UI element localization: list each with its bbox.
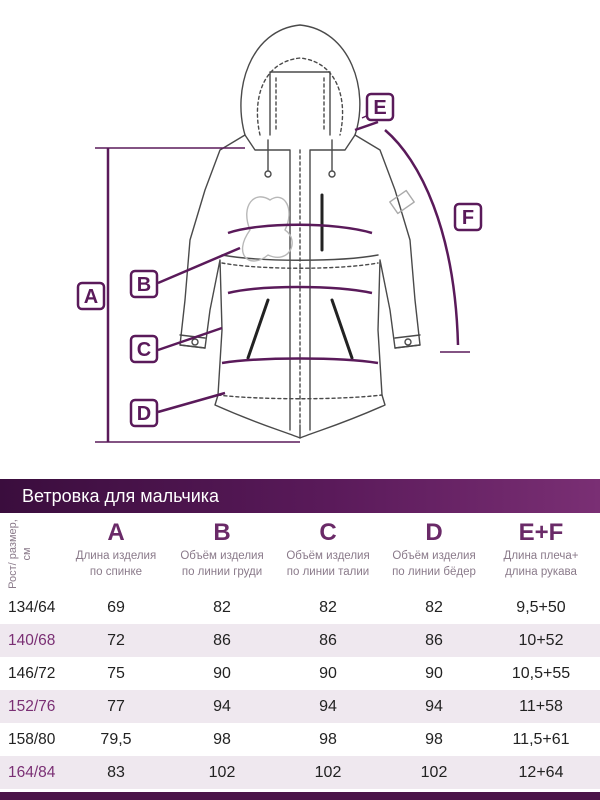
svg-text:B: B — [136, 274, 152, 296]
column-header-c — [274, 518, 382, 580]
size-cell: 146/72 — [8, 665, 56, 682]
cell-a: 77 — [107, 698, 125, 715]
footer-bar — [0, 792, 600, 800]
cell-d: 98 — [425, 731, 443, 748]
label-F — [455, 204, 481, 230]
column-desc-line1: Длина плеча+ — [503, 550, 579, 562]
cell-a: 79,5 — [100, 731, 132, 748]
label-E — [367, 94, 393, 120]
cell-b: 98 — [213, 731, 231, 748]
svg-text:F: F — [461, 207, 475, 229]
column-letter: E+F — [518, 519, 564, 546]
label-B — [131, 271, 157, 297]
column-letter: C — [319, 519, 337, 546]
cell-a: 75 — [107, 665, 125, 682]
cell-d: 102 — [420, 764, 448, 781]
column-desc-line1: Объём изделия — [180, 550, 264, 562]
label-A — [78, 283, 104, 309]
cell-ef: 9,5+50 — [516, 599, 566, 616]
size-header-text: Рост/ размер, см — [7, 519, 33, 589]
column-desc-line1: Длина изделия — [75, 550, 157, 562]
cell-c: 98 — [319, 731, 337, 748]
cell-d: 90 — [425, 665, 443, 682]
column-desc-line1: Объём изделия — [286, 550, 370, 562]
cell-d: 94 — [425, 698, 443, 715]
svg-text:A: A — [83, 286, 99, 308]
column-desc-line2: длина рукава — [505, 566, 577, 578]
svg-text:D: D — [136, 403, 152, 425]
column-desc-line2: по линии талии — [286, 566, 370, 578]
table-row — [0, 657, 600, 690]
column-letter: B — [213, 519, 231, 546]
size-cell: 164/84 — [8, 764, 56, 781]
cell-b: 94 — [213, 698, 231, 715]
size-cell: 158/80 — [8, 731, 56, 748]
cell-ef: 11,5+61 — [512, 731, 570, 748]
cell-b: 102 — [208, 764, 236, 781]
column-header-b — [168, 518, 276, 580]
cell-ef: 10+52 — [518, 632, 564, 649]
cell-a: 69 — [107, 599, 125, 616]
table-row — [0, 756, 600, 789]
table-row — [0, 690, 600, 723]
column-desc-line2: по линии бёдер — [392, 566, 476, 578]
cell-ef: 11+58 — [519, 698, 563, 715]
size-column-header — [6, 518, 56, 590]
column-desc-line2: по спинке — [89, 566, 143, 578]
cell-b: 82 — [213, 599, 231, 616]
cell-c: 102 — [314, 764, 342, 781]
size-cell: 140/68 — [8, 632, 56, 649]
svg-text:E: E — [373, 97, 387, 119]
label-C — [131, 336, 157, 362]
column-letter: A — [107, 519, 125, 546]
size-cell: 134/64 — [8, 599, 56, 616]
label-D — [131, 400, 157, 426]
table-row — [0, 624, 600, 657]
cell-d: 82 — [425, 599, 443, 616]
cell-c: 90 — [319, 665, 337, 682]
table-row — [0, 591, 600, 624]
cell-c: 94 — [319, 698, 337, 715]
column-header-ef — [486, 518, 596, 580]
jacket-outline — [180, 25, 420, 438]
title-banner — [0, 479, 600, 513]
cell-b: 90 — [213, 665, 231, 682]
cell-ef: 12+64 — [518, 764, 564, 781]
table-row — [0, 723, 600, 756]
cell-c: 82 — [319, 599, 337, 616]
column-header-d — [380, 518, 488, 580]
cell-b: 86 — [213, 632, 231, 649]
table-title: Ветровка для мальчика — [22, 486, 220, 506]
column-desc-line2: по линии груди — [181, 566, 263, 578]
cell-d: 86 — [425, 632, 443, 649]
column-header-a — [62, 518, 170, 580]
size-cell: 152/76 — [8, 698, 56, 715]
column-desc-line1: Объём изделия — [392, 550, 476, 562]
cell-c: 86 — [319, 632, 337, 649]
cell-a: 83 — [107, 764, 125, 781]
column-letter: D — [425, 519, 443, 546]
cell-ef: 10,5+55 — [511, 665, 571, 682]
cell-a: 72 — [107, 632, 125, 649]
svg-text:C: C — [136, 339, 152, 361]
